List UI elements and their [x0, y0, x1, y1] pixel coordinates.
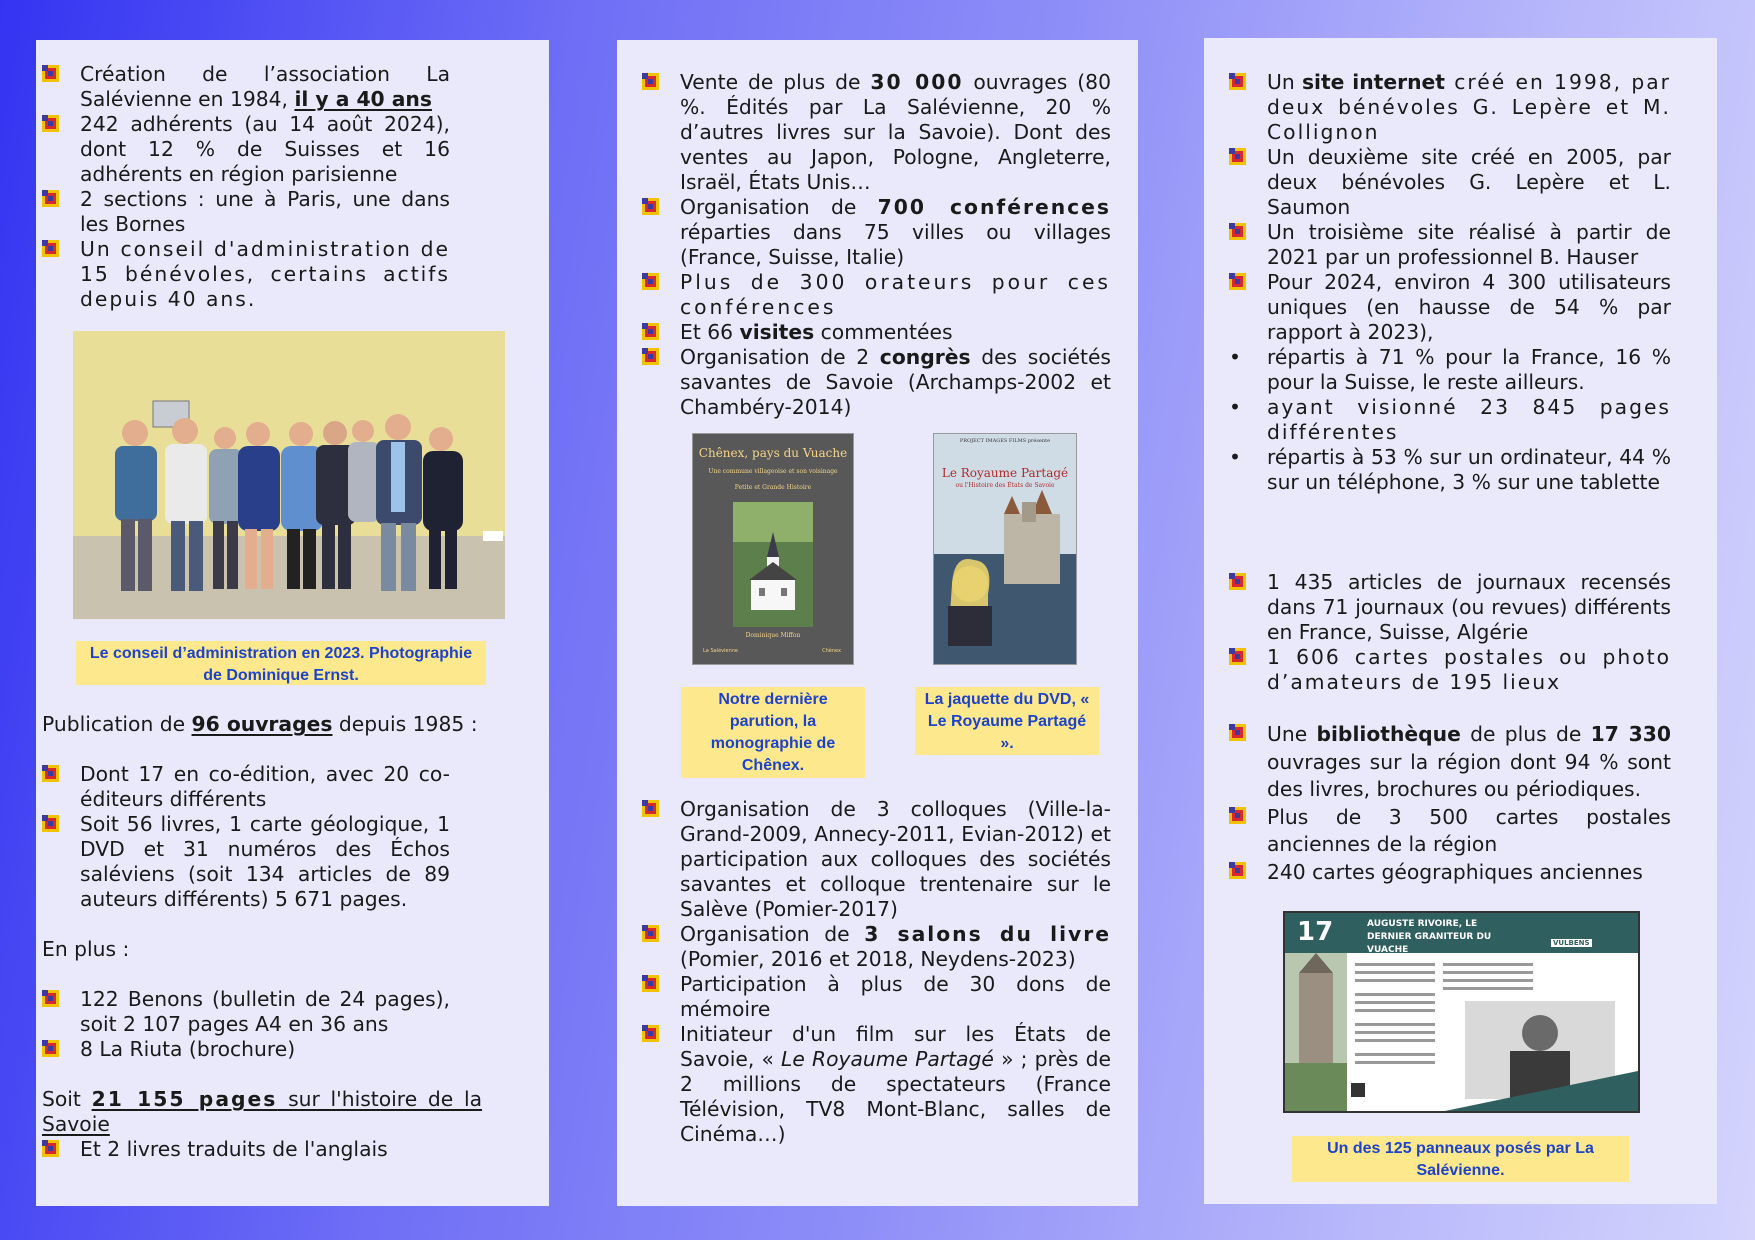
library-mid: de plus de — [1460, 722, 1591, 746]
postcards-photo-fact: 1 606 cartes postales ou photo d’amateurs de 195 lieux — [1267, 645, 1671, 694]
bullet-icon — [1229, 73, 1246, 90]
en-plus-heading: En plus : — [42, 937, 130, 961]
bullet-icon — [1229, 807, 1246, 824]
old-maps-fact: 240 cartes géographiques anciennes — [1267, 859, 1643, 884]
chenex-book-publisher: La Salévienne — [703, 648, 738, 654]
benons-fact: 122 Benons (bulletin de 24 pages), soit 2 107 pages A4 en 36 ans — [80, 987, 450, 1036]
chenex-book-subtitle2: Petite et Grande Histoire — [734, 484, 812, 491]
memory-donations-fact: Participation à plus de 30 dons de mémoire — [680, 972, 1111, 1021]
bullet-icon — [642, 348, 659, 365]
old-postcards-fact: Plus de 3 500 cartes postales anciennes de la région — [1267, 804, 1671, 856]
archives-list — [1229, 570, 1671, 695]
dvd-cover-subtitle: ou l'Histoire des États de Savoie — [955, 482, 1055, 489]
bullet-icon — [1229, 648, 1246, 665]
bullet-icon — [642, 73, 659, 90]
sign-title: AUGUSTE RIVOIRE, LE DERNIER GRANITEUR DU VUACHE — [1367, 919, 1492, 955]
sign-caption: Un des 125 panneaux posés par La Salévienne. — [1292, 1136, 1629, 1182]
book-fairs-count: 3 salons du livre — [864, 922, 1111, 946]
sales-intro: Vente de plus de — [680, 70, 871, 94]
bullet-icon — [42, 1140, 59, 1157]
bullet-icon — [642, 975, 659, 992]
chenex-church-picture — [733, 502, 813, 627]
total-pages-subject: sur l'histoire de la Savoie — [42, 1087, 483, 1136]
right-panel — [1204, 38, 1717, 1204]
bullet-icon — [1229, 573, 1246, 590]
chenex-book-place: Chênex — [822, 648, 841, 654]
publication-details — [42, 762, 450, 912]
chenex-book-title: Chênex, pays du Vuache — [698, 446, 848, 460]
total-pages — [42, 1087, 482, 1162]
publication-count: 96 ouvrages — [191, 712, 333, 736]
publication-intro: Publication de — [42, 712, 192, 736]
bullet-icon — [42, 990, 59, 1007]
bullet-icon — [1229, 223, 1246, 240]
left-panel — [36, 40, 549, 1206]
library-count: 17 330 — [1590, 722, 1672, 746]
bullet-icon — [42, 1040, 59, 1057]
site3-fact: Un troisième site réalisé à partir de 2021 par un professionnel B. Hauser — [1267, 220, 1671, 269]
dvd-cover-title: Le Royaume Partagé — [941, 466, 1069, 480]
sign-number: 17 — [1297, 917, 1334, 947]
activities-list — [642, 70, 1111, 420]
visits-suffix: commentées — [814, 320, 953, 344]
site1-intro: Un — [1267, 70, 1302, 94]
fact-members: 242 adhérents (au 14 août 2024), dont 12 % de Suisses et 16 adhérents en région parisienne — [80, 112, 450, 186]
bullet-icon — [642, 1025, 659, 1042]
congress-intro: Organisation de 2 — [680, 345, 880, 369]
board-photo-caption: Le conseil d’administration en 2023. Photographie de Dominique Ernst. — [76, 641, 486, 685]
bullet-icon — [1229, 148, 1246, 165]
bullet-icon — [642, 323, 659, 340]
fact-board: Un conseil d'administration de 15 bénévoles, certains actifs depuis 40 ans. — [80, 237, 450, 311]
sales-count: 30 000 — [870, 70, 964, 94]
film-title: Le Royaume Partagé — [781, 1047, 994, 1071]
chenex-book-caption: Notre dernière parution, la monographie de Chênex. — [681, 687, 865, 778]
chenex-book-subtitle: Une commune villageoise et son voisinage — [708, 468, 838, 475]
publications-summary — [42, 712, 512, 737]
colloquia-fact: Organisation de 3 colloques (Ville-la-Grand-2009, Annecy-2011, Evian-2012) et participation aux colloques des sociétés savantes et colloque trentenaire sur le Salève (Pomier-2017) — [680, 797, 1111, 921]
site1-details: créé en 1998, par deux bénévoles G. Lepère et M. Collignon — [1267, 70, 1671, 144]
country-split: répartis à 71 % pour la France, 16 % pour la Suisse, le reste ailleurs. — [1267, 345, 1671, 394]
library-details: ouvrages sur la région dont 94 % sont des livres, brochures ou périodiques. — [1267, 749, 1671, 801]
congress-details: des sociétés savantes de Savoie (Archamps-2002 et Chambéry-2014) — [680, 345, 1111, 419]
library-label: bibliothèque — [1316, 722, 1461, 746]
board-group-photo — [73, 331, 505, 619]
bullet-icon — [642, 273, 659, 290]
association-facts — [42, 62, 450, 312]
publication-since: depuis 1985 : — [332, 712, 478, 736]
conferences-count: 700 conférences — [877, 195, 1112, 219]
bullet-icon — [42, 190, 59, 207]
heritage-sign-image — [1283, 911, 1640, 1113]
events-list — [642, 797, 1111, 1147]
site1-label: site internet — [1301, 70, 1445, 94]
riuta-fact: 8 La Riuta (brochure) — [80, 1037, 296, 1061]
bullet-icon — [42, 815, 59, 832]
chenex-book-author: Dominique Miffon — [745, 632, 801, 639]
audience-breakdown — [1229, 345, 1671, 495]
sign-town: VULBENS — [1553, 939, 1590, 947]
websites-list — [1229, 70, 1671, 345]
extra-publications — [42, 987, 450, 1062]
bullet-icon — [1229, 862, 1246, 879]
translated-books-fact: Et 2 livres traduits de l'anglais — [80, 1137, 388, 1161]
device-split: répartis à 53 % sur un ordinateur, 44 % sur un téléphone, 3 % sur une tablette — [1267, 445, 1671, 494]
bullet-icon — [42, 65, 59, 82]
dvd-cover-producer: PROJECT IMAGES FILMS présente — [959, 438, 1051, 444]
bullet-icon — [42, 115, 59, 132]
library-list — [1229, 721, 1671, 886]
bullet-icon — [642, 800, 659, 817]
bullet-icon — [642, 198, 659, 215]
fact-sections: 2 sections : une à Paris, une dans les Bornes — [80, 187, 450, 236]
conferences-intro: Organisation de — [680, 195, 878, 219]
books-fact: Soit 56 livres, 1 carte géologique, 1 DVD et 31 numéros des Échos saléviens (soit 134 articles de 89 auteurs différents) 5 671 pages. — [80, 812, 450, 911]
site2-fact: Un deuxième site créé en 2005, par deux bénévoles G. Lepère et L. Saumon — [1267, 145, 1671, 219]
visits-intro: Et 66 — [680, 320, 740, 344]
total-pages-intro: Soit — [42, 1087, 92, 1111]
speakers-fact: Plus de 300 orateurs pour ces conférences — [680, 270, 1111, 319]
bullet-icon — [42, 240, 59, 257]
conferences-details: réparties dans 75 villes ou villages (France, Suisse, Italie) — [680, 220, 1111, 269]
congress-label: congrès — [879, 345, 971, 369]
dvd-caption: La jaquette du DVD, « Le Royaume Partagé ». — [915, 687, 1099, 755]
sales-details: ouvrages (80 %. Édités par La Salévienne, 20 % d’autres livres sur la Savoie). Dont des ventes au Japon, Pologne, Angleterre, Israël, États Unis… — [680, 70, 1111, 194]
visits-label: visites — [739, 320, 815, 344]
fact-creation: Création de l’association La Salévienne en 1984, — [80, 62, 450, 111]
bullet-icon — [1229, 724, 1246, 741]
coedition-fact: Dont 17 en co-édition, avec 20 co-éditeurs différents — [80, 762, 450, 811]
bullet-icon — [1229, 273, 1246, 290]
dvd-cover — [934, 434, 1076, 664]
bullet-icon — [642, 925, 659, 942]
users-fact: Pour 2024, environ 4 300 utilisateurs uniques (en hausse de 54 % par rapport à 2023), — [1267, 270, 1671, 344]
film-intro: Initiateur d'un film sur les États de Savoie, « — [680, 1022, 1111, 1071]
chenex-book-cover — [693, 434, 853, 664]
middle-panel — [617, 40, 1138, 1206]
book-fairs-intro: Organisation de — [680, 922, 865, 946]
pages-viewed: ayant visionné 23 845 pages différentes — [1267, 395, 1671, 444]
total-pages-count: 21 155 pages — [91, 1087, 278, 1111]
fact-40-years: il y a 40 ans — [294, 87, 432, 111]
film-audience: » ; près de 2 millions de spectateurs (France Télévision, TV8 Mont-Blanc, salles de Cinéma…) — [680, 1047, 1111, 1146]
bullet-icon — [42, 765, 59, 782]
press-articles-fact: 1 435 articles de journaux recensés dans 71 journaux (ou revues) différents en France, Suisse, Algérie — [1267, 570, 1671, 644]
book-fairs-details: (Pomier, 2016 et 2018, Neydens-2023) — [680, 947, 1076, 971]
library-intro: Une — [1267, 722, 1317, 746]
